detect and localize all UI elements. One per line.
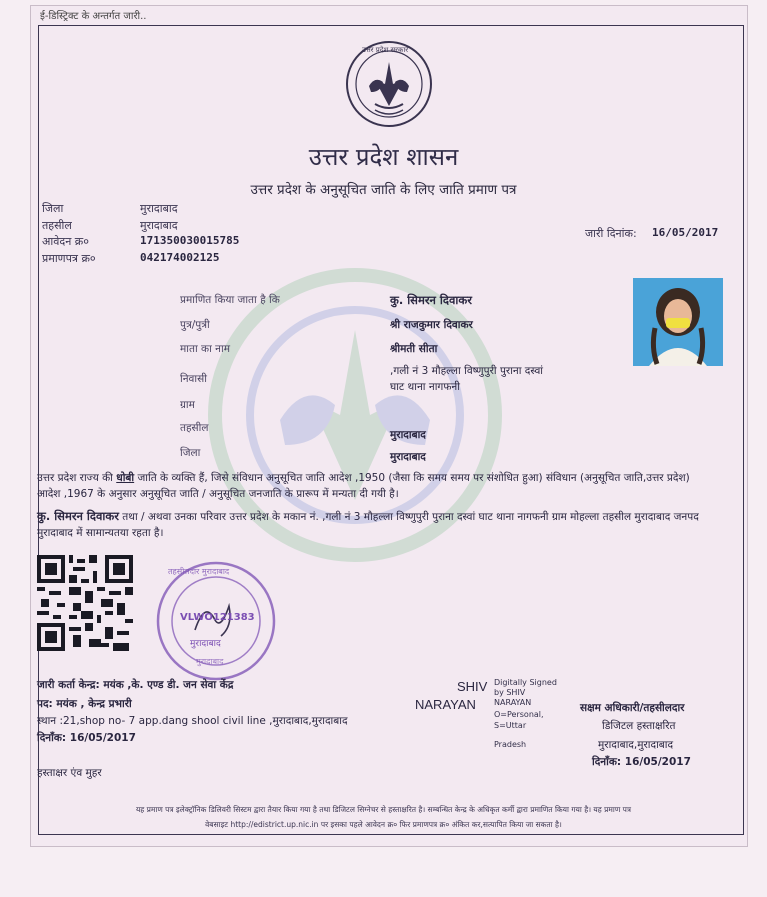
issue-date-label: जारी दिनांक: (585, 227, 637, 240)
footer-line-1: यह प्रमाण पत्र इलेक्ट्रॉनिक डिलिवरी सिस्टम द्वारा तैयार किया गया है तथा डिजिटल सिग्नेचर से हस्ताक्षरित है। सम्बन्धित केन्द्र के अधिकृत कर्मी द्वारा प्रमाणित किया गया है। यह प्रमाण पत्र (135, 805, 632, 814)
qr-code-icon (37, 555, 133, 651)
application-number: 171350030015785 (140, 234, 240, 247)
tehsil-value: मुरादाबाद (140, 219, 178, 232)
authority-digital: डिजिटल हस्ताक्षरित (602, 720, 676, 732)
issuer-centre: जारी कर्ता केन्द्र: मयंक ,के. एण्ड डी. जन सेवा केंद्र (37, 679, 234, 691)
page-subtitle: उत्तर प्रदेश के अनुसूचित जाति के लिए जाति प्रमाण पत्र (250, 182, 517, 198)
certificate-label: प्रमाणपत्र क्र० (42, 252, 96, 265)
resident-value-line2: घाट थाना नागफनी (390, 381, 460, 393)
field-tehsil-label: तहसील (180, 422, 209, 434)
field-district-label: जिला (180, 447, 201, 459)
application-label: आवेदन क्र० (42, 235, 89, 248)
digital-sign-line: Digitally Signed (494, 678, 557, 687)
father-name: श्री राजकुमार दिवाकर (390, 319, 473, 331)
digital-sign-line: NARAYAN (494, 698, 532, 707)
person-photo-icon (633, 278, 723, 366)
paragraph-text: तथा / अथवा उनका परिवार उत्तर प्रदेश के मकान नं. ,गली नं 3 मौहल्ला विष्णुपुरी पुराना दस्वां घाट थाना नागफनी ग्राम मोहल्ला तहसील मुरादाबाद जनपद मुरादाबाद में सामान्यतया रहता है। (37, 511, 699, 539)
paragraph-applicant-name: कु. सिमरन दिवाकर (37, 509, 119, 523)
son-daughter-label: पुत्र/पुत्री (180, 319, 210, 331)
signer-name-1: SHIV (457, 679, 488, 694)
field-district-value: मुरादाबाद (390, 451, 426, 463)
digital-sign-line: O=Personal, (494, 710, 544, 719)
issue-date-value: 16/05/2017 (652, 226, 719, 239)
residence-paragraph (37, 508, 712, 541)
authority-date: दिनाँक: 16/05/2017 (592, 756, 691, 768)
field-tehsil-value: मुरादाबाद (390, 429, 426, 441)
authority-place: मुरादाबाद,मुरादाबाद (598, 739, 674, 751)
paragraph-text: उत्तर प्रदेश राज्य की (37, 472, 117, 484)
top-note: ई-डिस्ट्रिक्ट के अन्तर्गत जारी.. (40, 11, 147, 22)
emblem-text: उत्तर प्रदेश सरकार (362, 46, 409, 54)
issuer-date: दिनाँक: 16/05/2017 (37, 732, 136, 744)
seal-ring-text: तहसीलदार मुरादाबाद (168, 567, 230, 576)
village-label: ग्राम (180, 399, 195, 411)
seal-code: VLWO121383 (180, 612, 255, 623)
digital-sign-line: S=Uttar (494, 721, 527, 730)
mother-name: श्रीमती सीता (390, 343, 438, 355)
caste-paragraph (37, 470, 712, 502)
issuer-place: स्थान :21,shop no- 7 app.dang shool civil line ,मुरादाबाद,मुरादाबाद (37, 715, 348, 727)
sign-label: हस्ताक्षर एंव मुहर (37, 767, 102, 779)
seal-inner-text-2: मुरादाबाद (196, 657, 224, 666)
digital-sign-line: by SHIV (494, 688, 526, 697)
page-title: उत्तर प्रदेश शासन (308, 143, 459, 171)
certificate-number: 042174002125 (140, 251, 220, 264)
seal-inner-text: मुरादाबाद (190, 639, 221, 649)
resident-value-line1: ,गली नं 3 मौहल्ला विष्णुपुरी पुराना दस्वां (390, 365, 544, 377)
district-label: जिला (42, 202, 64, 215)
certify-label: प्रमाणित किया जाता है कि (180, 294, 280, 306)
paragraph-text: जाति के व्यक्ति हैं, जिसे संविधान अनुसूचित जाति आदेश ,1950 (जैसा कि समय समय पर संशोधित हुआ) संविधान (अनुसूचित जाति,उत्तर प्रदेश) आदेश ,1967 के अनुसार अनुसूचित जाति / अनुसूचित जनजाति के प्रारूप में मन्यता दी गयी है। (37, 472, 690, 500)
mother-label: माता का नाम (180, 343, 230, 355)
signer-name-2: NARAYAN (415, 697, 476, 712)
footer-line-2: वेबसाइट http://edistrict.up.nic.in पर इसका पहले आवेदन क्र० फिर प्रमाणपत्र क्र० अंकित कर,सत्यापित किया जा सकता है। (205, 820, 562, 829)
applicant-photo (633, 278, 723, 366)
tehsil-label: तहसील (42, 219, 72, 232)
caste-name: धोबी (116, 472, 135, 484)
resident-label: निवासी (180, 373, 207, 385)
digital-sign-line: Pradesh (494, 740, 527, 749)
applicant-name: कु. सिमरन दिवाकर (390, 293, 472, 307)
district-value: मुरादाबाद (140, 202, 178, 215)
authority-title: सक्षम अधिकारी/तहसीलदार (580, 702, 685, 714)
issuer-post: पद: मयंक , केन्द्र प्रभारी (37, 698, 132, 710)
